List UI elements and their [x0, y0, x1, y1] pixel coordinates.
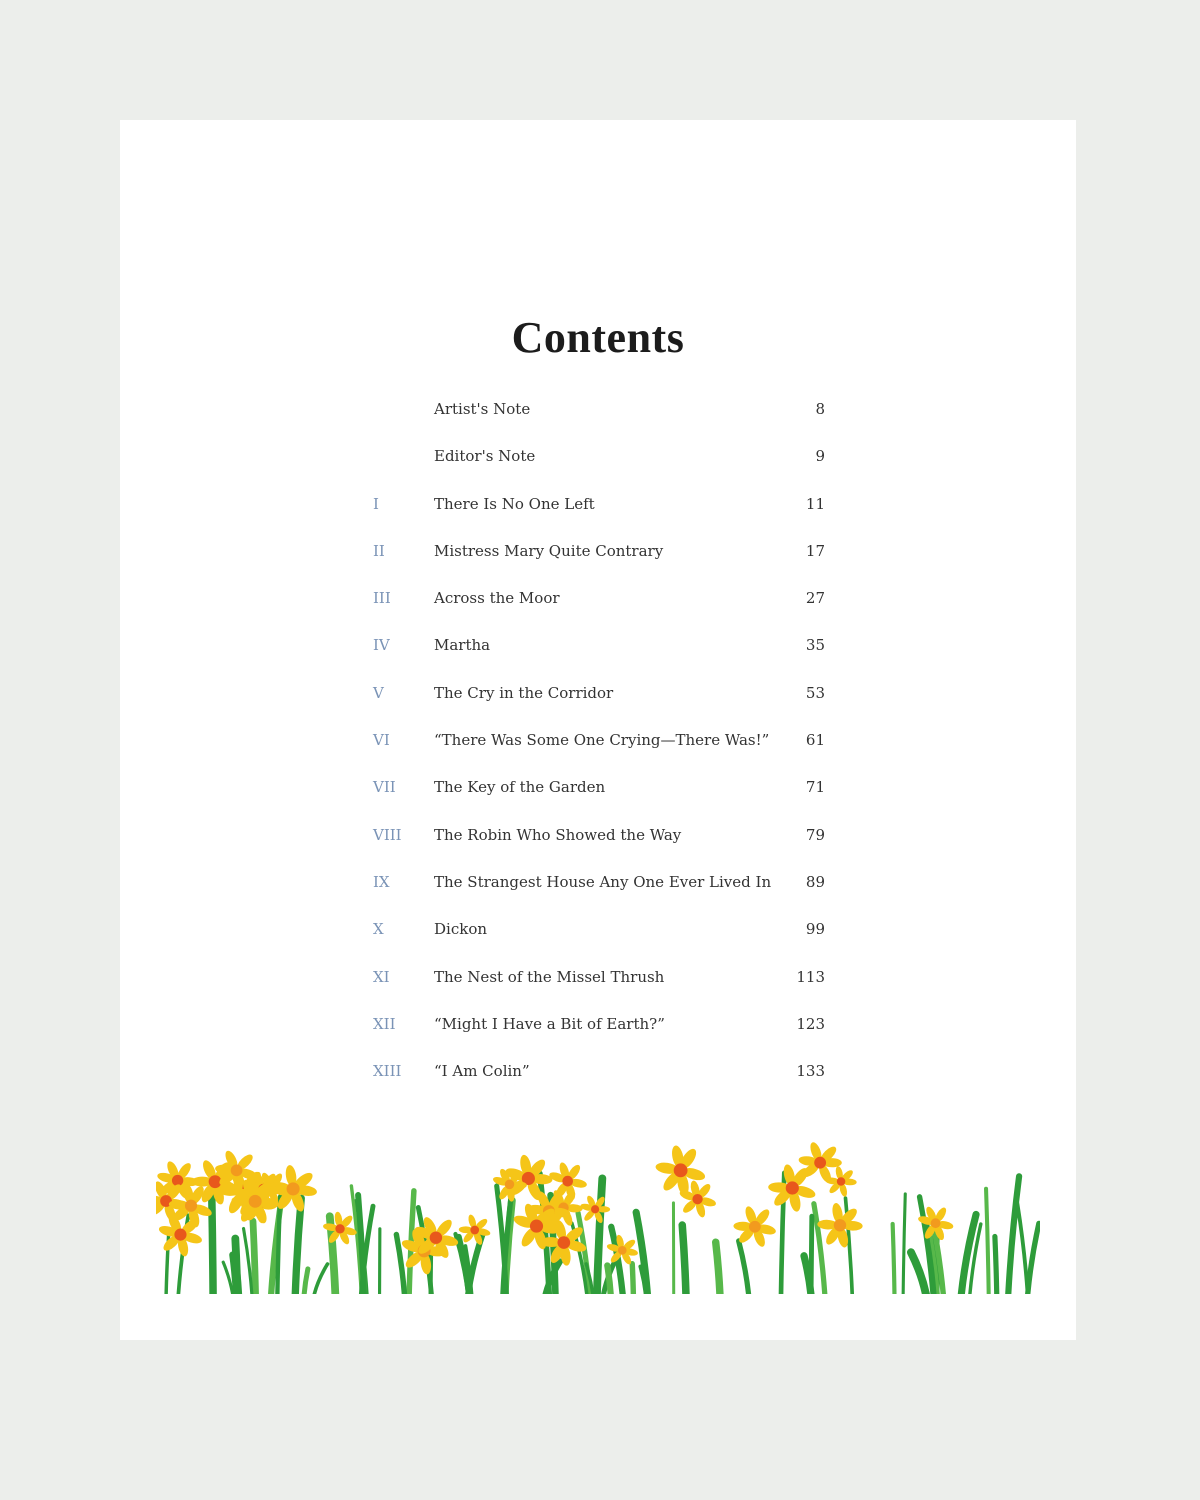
- toc-entry: [370, 445, 825, 492]
- page-number: 99: [805, 920, 825, 939]
- page-number: 27: [805, 589, 825, 608]
- chapter-number: V: [373, 683, 384, 702]
- toc-entry: [370, 918, 825, 965]
- page-number: 71: [805, 778, 825, 797]
- chapter-title: “Might I Have a Bit of Earth?”: [434, 1014, 665, 1033]
- page-number: 133: [796, 1062, 825, 1081]
- chapter-title: Across the Moor: [434, 589, 560, 608]
- chapter-title: The Nest of the Missel Thrush: [434, 967, 665, 986]
- chapter-number: IV: [373, 636, 390, 655]
- book-page: [120, 120, 1076, 1340]
- chapter-number: VII: [373, 778, 396, 797]
- toc-entry: [370, 540, 825, 587]
- chapter-title: The Robin Who Showed the Way: [434, 825, 682, 844]
- chapter-title: Martha: [434, 636, 491, 655]
- table-of-contents: [370, 398, 825, 1107]
- page-number: 61: [805, 731, 825, 750]
- page-number: 53: [805, 683, 825, 702]
- chapter-number: VIII: [373, 825, 402, 844]
- page-number: 79: [805, 825, 825, 844]
- toc-entry: [370, 776, 825, 823]
- toc-entry: [370, 966, 825, 1013]
- toc-entry: [370, 682, 825, 729]
- toc-entry: [370, 398, 825, 445]
- chapter-number: XII: [373, 1014, 396, 1033]
- chapter-number: IX: [373, 872, 390, 891]
- chapter-number: II: [373, 541, 385, 560]
- page-number: 89: [805, 872, 825, 891]
- chapter-title: “There Was Some One Crying—There Was!”: [434, 731, 770, 750]
- toc-entry: [370, 587, 825, 634]
- chapter-title: Dickon: [434, 920, 488, 939]
- page-number: 123: [796, 1014, 825, 1033]
- toc-entry: [370, 824, 825, 871]
- toc-entry: [370, 1013, 825, 1060]
- chapter-title: “I Am Colin”: [434, 1062, 530, 1081]
- page-number: 8: [815, 400, 825, 418]
- chapter-title: Artist's Note: [434, 400, 531, 418]
- chapter-title: Editor's Note: [434, 447, 536, 466]
- toc-entry: [370, 729, 825, 776]
- page-number: 113: [796, 967, 825, 986]
- chapter-number: III: [373, 589, 391, 608]
- page-number: 11: [805, 494, 825, 513]
- page-number: 17: [805, 541, 825, 560]
- chapter-number: I: [373, 494, 379, 513]
- chapter-title: Mistress Mary Quite Contrary: [434, 541, 664, 560]
- toc-entry: [370, 634, 825, 681]
- chapter-number: XIII: [373, 1062, 402, 1081]
- chapter-title: The Cry in the Corridor: [434, 683, 614, 702]
- toc-entry: [370, 1060, 825, 1107]
- chapter-number: XI: [373, 967, 390, 986]
- chapter-title: There Is No One Left: [434, 494, 595, 513]
- page-title: Contents: [511, 313, 685, 362]
- chapter-number: VI: [373, 731, 390, 750]
- chapter-number: X: [373, 920, 384, 939]
- daffodil-border-illustration: [156, 1138, 1040, 1294]
- toc-entry: [370, 493, 825, 540]
- chapter-title: The Strangest House Any One Ever Lived In: [434, 872, 772, 891]
- toc-entry: [370, 871, 825, 918]
- page-number: 35: [805, 636, 825, 655]
- page-number: 9: [815, 447, 825, 466]
- chapter-title: The Key of the Garden: [434, 778, 606, 797]
